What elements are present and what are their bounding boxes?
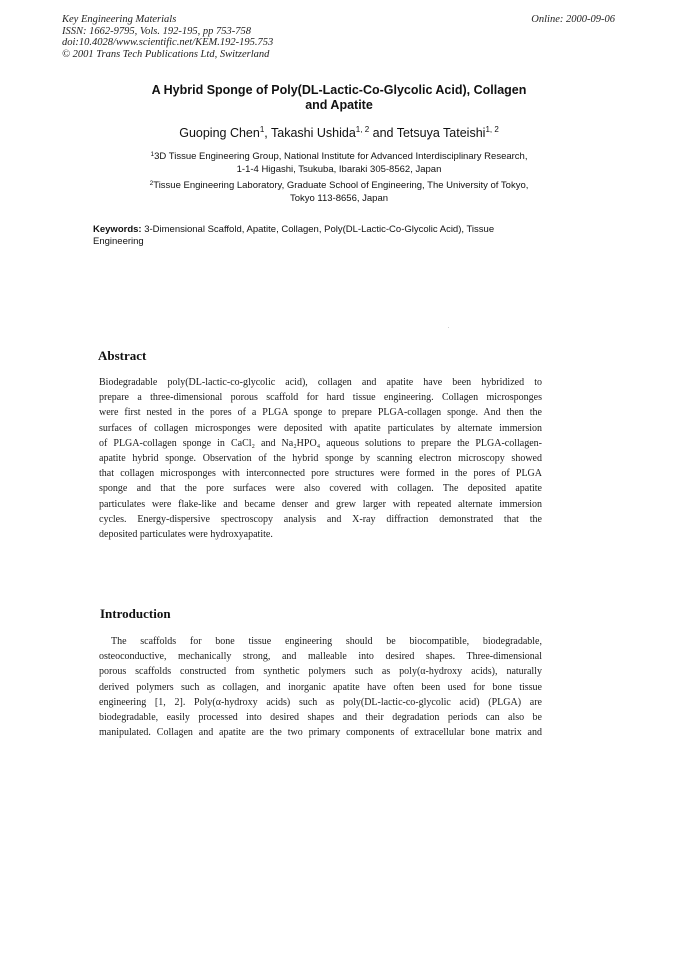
introduction-line: derived polymers such as collagen, and inorganic apatite have often been used for bone tissue	[99, 681, 542, 693]
abstract-line: of PLGA-collagen sponge in CaCl₂ and Na₂HPO₄ aqueous solutions to prepare the PLGA-collagen-	[99, 437, 542, 449]
abstract-line: surfaces of collagen microsponges were deposited with apatite particulates by alternate immersion	[99, 422, 542, 434]
abstract-line: were first nested in the pores of a PLGA sponge to prepare PLGA-collagen sponge. And then the	[99, 407, 542, 419]
introduction-line: biodegradable, easily processed into desired shapes and their degradation periods can also be	[99, 712, 542, 724]
affiliation-line: 1-1-4 Higashi, Tsukuba, Ibaraki 305-8562, Japan	[236, 163, 442, 175]
affiliation-line: Tokyo 113-8656, Japan	[289, 192, 389, 204]
introduction-line: porous scaffolds constructed from synthetic polymers such as poly(α-hydroxy acids), naturally	[99, 666, 542, 678]
keywords-label: Keywords:	[93, 224, 142, 235]
abstract-line: Biodegradable poly(DL-lactic-co-glycolic acid), collagen and apatite have been hybridized to	[99, 377, 542, 388]
author-affiliation-mark: 1, 2	[355, 125, 370, 134]
abstract-line: apatite hybrid sponge. Observation of the hybrid sponge by scanning electron microscopy showed	[99, 453, 542, 465]
paper-title	[100, 83, 578, 112]
author-name: Takashi Ushida	[271, 126, 356, 140]
abstract-heading: Abstract	[98, 348, 147, 363]
introduction-heading: Introduction	[100, 606, 171, 621]
affiliation-1	[100, 151, 578, 176]
author-affiliation-mark: 1	[259, 125, 265, 134]
keywords-line	[93, 224, 533, 236]
abstract-line: particulates were flake-like and became denser and grew larger with repeated alternate immersion	[99, 498, 542, 510]
title-line: and Apatite	[305, 97, 373, 112]
author-name: Guoping Chen	[179, 126, 260, 140]
journal-issn: ISSN: 1662-9795, Vols. 192-195, pp 753-758	[62, 25, 251, 37]
journal-info	[62, 14, 273, 60]
introduction-line: engineering [1, 2]. Poly(α-hydroxy acids) such as poly(DL-lactic-co-glycolic acid) (PLGA) are	[99, 696, 542, 708]
abstract-line: sponge and that the pore surfaces were also covered with collagen. The deposited apatite	[99, 483, 542, 495]
online-date: Online: 2000-09-06	[531, 14, 615, 25]
affiliation-line	[100, 180, 578, 193]
introduction-line: The scaffolds for bone tissue engineering should be biocompatible, biodegradable,	[111, 636, 542, 647]
keywords-text: 3-Dimensional Scaffold, Apatite, Collagen, Poly(DL-Lactic-Co-Glycolic Acid), Tissue	[141, 224, 495, 235]
affiliation-text: Tissue Engineering Laboratory, Graduate School of Engineering, The University of Tokyo,	[153, 180, 529, 191]
introduction-line: osteoconductive, mechanically strong, and malleable into desired shapes. Three-dimensional	[99, 651, 542, 663]
journal-doi: doi:10.4028/www.scientific.net/KEM.192-195.753	[62, 37, 274, 48]
scan-speck	[448, 327, 449, 328]
author-list	[100, 125, 578, 141]
author-separator: ,	[264, 126, 272, 140]
affiliation-2	[100, 180, 578, 205]
affiliation-mark: 2	[149, 180, 154, 187]
affiliation-text: 3D Tissue Engineering Group, National Institute for Advanced Interdisciplinary Research,	[154, 151, 528, 162]
affiliation-mark: 1	[150, 151, 155, 158]
title-line: A Hybrid Sponge of Poly(DL-Lactic-Co-Glycolic Acid), Collagen	[151, 83, 527, 97]
affiliation-line	[100, 151, 578, 164]
abstract-line: cycles. Energy-dispersive spectroscopy analysis and X-ray diffraction demonstrated that the	[99, 513, 542, 525]
journal-name: Key Engineering Materials	[62, 14, 177, 25]
abstract-line: deposited particulates were hydroxyapatite.	[99, 529, 273, 541]
introduction-body	[99, 634, 542, 740]
author-separator: and	[369, 126, 397, 140]
keywords	[93, 224, 533, 248]
introduction-line: manipulated. Collagen and apatite are the two primary components of extracellular bone matrix and	[99, 727, 542, 739]
author-name: Tetsuya Tateishi	[396, 126, 486, 140]
journal-copyright: © 2001 Trans Tech Publications Ltd, Switzerland	[62, 48, 270, 60]
keywords-line: Engineering	[93, 236, 144, 247]
abstract-line: that collagen microsponges with interconnected pore structures were formed in the pores of PLGA	[99, 468, 542, 480]
abstract-body	[99, 375, 542, 542]
author-affiliation-mark: 1, 2	[485, 125, 499, 134]
abstract-line: prepare a three-dimensional porous scaffold for hard tissue engineering. Collagen microsponges	[99, 392, 542, 404]
